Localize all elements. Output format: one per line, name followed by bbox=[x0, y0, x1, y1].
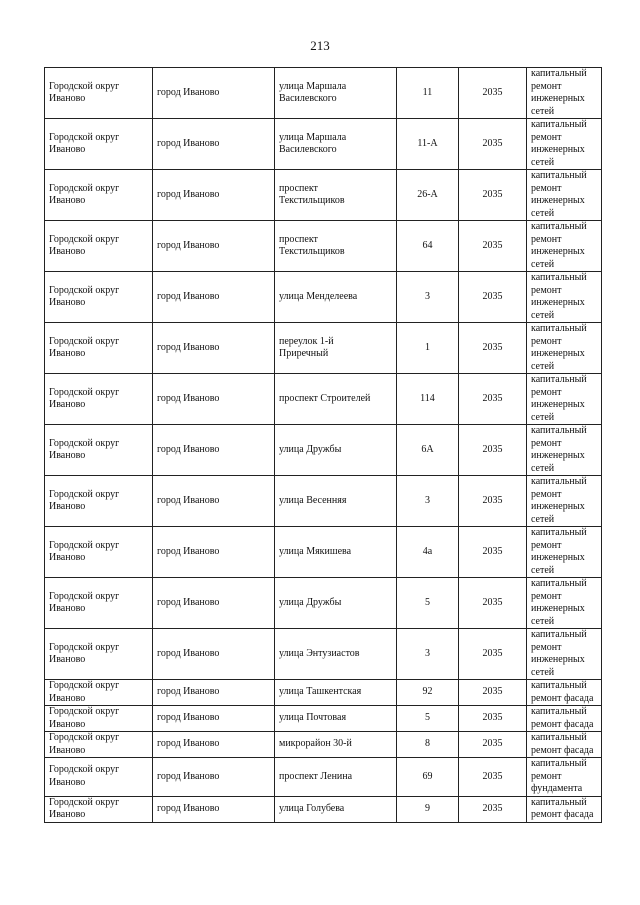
cell-text-line: Текстильщиков bbox=[279, 195, 345, 206]
cell-text-line: капитальный bbox=[531, 221, 587, 232]
year-cell: 2035 bbox=[459, 732, 527, 758]
work-type-cell bbox=[527, 796, 602, 822]
cell-text-line: ремонт bbox=[531, 182, 562, 194]
cell-text-line: Василевского bbox=[279, 144, 337, 155]
year-cell: 2035 bbox=[459, 578, 527, 629]
settlement-cell: город Иваново bbox=[153, 323, 275, 374]
house-number-cell: 5 bbox=[397, 578, 459, 629]
cell-text-line: ремонт фасада bbox=[531, 744, 594, 756]
street-cell bbox=[275, 578, 397, 629]
municipality-cell bbox=[45, 425, 153, 476]
street-cell bbox=[275, 374, 397, 425]
cell-text-line: капитальный bbox=[531, 425, 587, 436]
cell-text-line: сетей bbox=[531, 360, 555, 372]
cell-text-line: сетей bbox=[531, 309, 555, 321]
street-cell bbox=[275, 527, 397, 578]
cell-text-line: капитальный bbox=[531, 706, 587, 717]
cell-text-line: сетей bbox=[531, 207, 555, 219]
table-row bbox=[45, 706, 602, 732]
cell-text-line: инженерных bbox=[531, 297, 585, 308]
cell-text-line: Иваново bbox=[49, 809, 86, 820]
cell-text-line: Городской округ bbox=[49, 437, 120, 449]
cell-text-line: Иваново bbox=[49, 348, 86, 359]
cell-text-line: Иваново bbox=[49, 552, 86, 563]
cell-text-line: ремонт фасада bbox=[531, 718, 594, 730]
cell-text-line: ремонт bbox=[531, 80, 562, 92]
settlement-cell: город Иваново bbox=[153, 796, 275, 822]
cell-text-line: ремонт фасада bbox=[531, 809, 594, 820]
cell-text-line: улица Менделеева bbox=[279, 290, 358, 302]
cell-text-line: улица Ташкентская bbox=[279, 686, 362, 698]
table-row bbox=[45, 170, 602, 221]
cell-text-line: переулок 1-й bbox=[279, 335, 334, 347]
cell-text-line: инженерных bbox=[531, 603, 585, 614]
table-row bbox=[45, 476, 602, 527]
cell-text-line: проспект bbox=[279, 233, 318, 245]
street-cell bbox=[275, 476, 397, 527]
year-cell: 2035 bbox=[459, 758, 527, 797]
house-number-cell: 69 bbox=[397, 758, 459, 797]
cell-text-line: инженерных bbox=[531, 399, 585, 410]
cell-text-line: капитальный bbox=[531, 680, 587, 691]
municipality-cell bbox=[45, 119, 153, 170]
street-cell bbox=[275, 119, 397, 170]
house-number-cell: 114 bbox=[397, 374, 459, 425]
settlement-cell: город Иваново bbox=[153, 221, 275, 272]
house-number-cell: 3 bbox=[397, 476, 459, 527]
cell-text-line: Городской округ bbox=[49, 680, 120, 691]
year-cell: 2035 bbox=[459, 706, 527, 732]
street-cell bbox=[275, 706, 397, 732]
cell-text-line: ремонт bbox=[531, 488, 562, 500]
cell-text-line: ремонт bbox=[531, 437, 562, 449]
house-number-cell: 3 bbox=[397, 272, 459, 323]
municipality-cell bbox=[45, 527, 153, 578]
cell-text-line: сетей bbox=[531, 564, 555, 576]
cell-text-line: капитальный bbox=[531, 374, 587, 385]
year-cell: 2035 bbox=[459, 374, 527, 425]
street-cell bbox=[275, 68, 397, 119]
cell-text-line: инженерных bbox=[531, 552, 585, 563]
work-type-cell bbox=[527, 629, 602, 680]
street-cell bbox=[275, 170, 397, 221]
cell-text-line: Иваново bbox=[49, 654, 86, 665]
cell-text-line: сетей bbox=[531, 156, 555, 168]
cell-text-line: Городской округ bbox=[49, 335, 120, 347]
cell-text-line: инженерных bbox=[531, 246, 585, 257]
work-type-cell bbox=[527, 374, 602, 425]
settlement-cell: город Иваново bbox=[153, 170, 275, 221]
cell-text-line: микрорайон 30-й bbox=[279, 738, 352, 750]
cell-text-line: инженерных bbox=[531, 654, 585, 665]
cell-text-line: Городской округ bbox=[49, 182, 120, 194]
cell-text-line: Городской округ bbox=[49, 80, 120, 92]
year-cell: 2035 bbox=[459, 68, 527, 119]
cell-text-line: инженерных bbox=[531, 93, 585, 104]
settlement-cell: город Иваново bbox=[153, 68, 275, 119]
table-row bbox=[45, 272, 602, 323]
house-number-cell: 8 bbox=[397, 732, 459, 758]
work-type-cell bbox=[527, 732, 602, 758]
house-number-cell: 64 bbox=[397, 221, 459, 272]
cell-text-line: улица Энтузиастов bbox=[279, 647, 360, 659]
table-row bbox=[45, 425, 602, 476]
cell-text-line: улица Голубева bbox=[279, 802, 345, 814]
street-cell bbox=[275, 629, 397, 680]
year-cell: 2035 bbox=[459, 170, 527, 221]
cell-text-line: капитальный bbox=[531, 629, 587, 640]
cell-text-line: Городской округ bbox=[49, 233, 120, 245]
cell-text-line: Иваново bbox=[49, 246, 86, 257]
cell-text-line: проспект Строителей bbox=[279, 392, 371, 404]
cell-text-line: капитальный bbox=[531, 170, 587, 181]
cell-text-line: Иваново bbox=[49, 718, 86, 730]
municipality-cell bbox=[45, 732, 153, 758]
cell-text-line: Василевского bbox=[279, 93, 337, 104]
cell-text-line: ремонт bbox=[531, 131, 562, 143]
cell-text-line: фундамента bbox=[531, 783, 583, 794]
work-type-cell bbox=[527, 758, 602, 797]
municipality-cell bbox=[45, 170, 153, 221]
table-row bbox=[45, 221, 602, 272]
settlement-cell: город Иваново bbox=[153, 476, 275, 527]
work-type-cell bbox=[527, 119, 602, 170]
year-cell: 2035 bbox=[459, 323, 527, 374]
municipality-cell bbox=[45, 796, 153, 822]
street-cell bbox=[275, 680, 397, 706]
cell-text-line: ремонт bbox=[531, 539, 562, 551]
cell-text-line: капитальный bbox=[531, 758, 587, 769]
settlement-cell: город Иваново bbox=[153, 119, 275, 170]
work-type-cell bbox=[527, 323, 602, 374]
cell-text-line: Городской округ bbox=[49, 284, 120, 296]
cell-text-line: Городской округ bbox=[49, 590, 120, 602]
street-cell bbox=[275, 221, 397, 272]
cell-text-line: Иваново bbox=[49, 692, 86, 704]
year-cell: 2035 bbox=[459, 629, 527, 680]
cell-text-line: капитальный bbox=[531, 323, 587, 334]
year-cell: 2035 bbox=[459, 476, 527, 527]
table-row bbox=[45, 374, 602, 425]
cell-text-line: проспект Ленина bbox=[279, 770, 353, 782]
work-type-cell bbox=[527, 476, 602, 527]
settlement-cell: город Иваново bbox=[153, 425, 275, 476]
street-cell bbox=[275, 758, 397, 797]
cell-text-line: улица Маршала bbox=[279, 131, 347, 143]
house-number-cell: 11-А bbox=[397, 119, 459, 170]
municipality-cell bbox=[45, 323, 153, 374]
cell-text-line: Приречный bbox=[279, 348, 329, 359]
cell-text-line: улица Мякишева bbox=[279, 545, 352, 557]
table-row bbox=[45, 680, 602, 706]
cell-text-line: сетей bbox=[531, 411, 555, 423]
year-cell: 2035 bbox=[459, 796, 527, 822]
settlement-cell: город Иваново bbox=[153, 758, 275, 797]
cell-text-line: капитальный bbox=[531, 578, 587, 589]
page-number: 213 bbox=[310, 38, 330, 53]
cell-text-line: ремонт bbox=[531, 590, 562, 602]
cell-text-line: капитальный bbox=[531, 476, 587, 487]
work-type-cell bbox=[527, 425, 602, 476]
municipality-cell bbox=[45, 758, 153, 797]
work-type-cell bbox=[527, 170, 602, 221]
cell-text-line: инженерных bbox=[531, 195, 585, 206]
municipality-cell bbox=[45, 706, 153, 732]
settlement-cell: город Иваново bbox=[153, 629, 275, 680]
work-type-cell bbox=[527, 68, 602, 119]
settlement-cell: город Иваново bbox=[153, 527, 275, 578]
municipality-cell bbox=[45, 680, 153, 706]
table-row bbox=[45, 68, 602, 119]
cell-text-line: Городской округ bbox=[49, 732, 120, 743]
municipality-cell bbox=[45, 629, 153, 680]
cell-text-line: сетей bbox=[531, 666, 555, 678]
cell-text-line: Городской округ bbox=[49, 386, 120, 398]
work-type-cell bbox=[527, 527, 602, 578]
house-number-cell: 4а bbox=[397, 527, 459, 578]
cell-text-line: сетей bbox=[531, 462, 555, 474]
cell-text-line: Городской округ bbox=[49, 764, 120, 776]
cell-text-line: ремонт bbox=[531, 233, 562, 245]
house-number-cell: 1 bbox=[397, 323, 459, 374]
cell-text-line: инженерных bbox=[531, 348, 585, 359]
cell-text-line: инженерных bbox=[531, 450, 585, 461]
cell-text-line: капитальный bbox=[531, 796, 587, 808]
cell-text-line: Иваново bbox=[49, 195, 86, 206]
cell-text-line: сетей bbox=[531, 615, 555, 627]
house-number-cell: 5 bbox=[397, 706, 459, 732]
settlement-cell: город Иваново bbox=[153, 578, 275, 629]
street-cell bbox=[275, 732, 397, 758]
cell-text-line: капитальный bbox=[531, 68, 587, 79]
cell-text-line: ремонт bbox=[531, 386, 562, 398]
house-number-cell: 92 bbox=[397, 680, 459, 706]
cell-text-line: инженерных bbox=[531, 144, 585, 155]
municipality-cell bbox=[45, 272, 153, 323]
municipality-cell bbox=[45, 578, 153, 629]
settlement-cell: город Иваново bbox=[153, 706, 275, 732]
cell-text-line: Иваново bbox=[49, 399, 86, 410]
cell-text-line: Иваново bbox=[49, 93, 86, 104]
cell-text-line: ремонт bbox=[531, 641, 562, 653]
street-cell bbox=[275, 796, 397, 822]
cell-text-line: инженерных bbox=[531, 501, 585, 512]
municipality-cell bbox=[45, 68, 153, 119]
municipality-cell bbox=[45, 476, 153, 527]
table-row bbox=[45, 732, 602, 758]
settlement-cell: город Иваново bbox=[153, 732, 275, 758]
cell-text-line: ремонт фасада bbox=[531, 692, 594, 704]
cell-text-line: Городской округ bbox=[49, 641, 120, 653]
cell-text-line: Иваново bbox=[49, 297, 86, 308]
cell-text-line: Иваново bbox=[49, 501, 86, 512]
work-type-cell bbox=[527, 272, 602, 323]
cell-text-line: капитальный bbox=[531, 119, 587, 130]
table-row bbox=[45, 629, 602, 680]
street-cell bbox=[275, 323, 397, 374]
work-type-cell bbox=[527, 706, 602, 732]
year-cell: 2035 bbox=[459, 272, 527, 323]
cell-text-line: Городской округ bbox=[49, 131, 120, 143]
street-cell bbox=[275, 272, 397, 323]
year-cell: 2035 bbox=[459, 119, 527, 170]
cell-text-line: капитальный bbox=[531, 732, 587, 743]
work-type-cell bbox=[527, 578, 602, 629]
cell-text-line: Городской округ bbox=[49, 488, 120, 500]
settlement-cell: город Иваново bbox=[153, 374, 275, 425]
table-row bbox=[45, 758, 602, 797]
settlement-cell: город Иваново bbox=[153, 272, 275, 323]
cell-text-line: ремонт bbox=[531, 770, 562, 782]
year-cell: 2035 bbox=[459, 527, 527, 578]
cell-text-line: Иваново bbox=[49, 776, 86, 788]
work-type-cell bbox=[527, 680, 602, 706]
table-body bbox=[45, 68, 602, 823]
cell-text-line: Иваново bbox=[49, 450, 86, 461]
cell-text-line: улица Дружбы bbox=[279, 596, 342, 608]
cell-text-line: улица Почтовая bbox=[279, 712, 347, 724]
table-row bbox=[45, 796, 602, 822]
year-cell: 2035 bbox=[459, 680, 527, 706]
house-number-cell: 9 bbox=[397, 796, 459, 822]
municipality-cell bbox=[45, 374, 153, 425]
housing-repair-table bbox=[44, 67, 602, 823]
cell-text-line: проспект bbox=[279, 182, 318, 194]
cell-text-line: капитальный bbox=[531, 272, 587, 283]
cell-text-line: Иваново bbox=[49, 744, 86, 756]
cell-text-line: сетей bbox=[531, 258, 555, 270]
house-number-cell: 26-А bbox=[397, 170, 459, 221]
cell-text-line: Текстильщиков bbox=[279, 246, 345, 257]
street-cell bbox=[275, 425, 397, 476]
house-number-cell: 3 bbox=[397, 629, 459, 680]
house-number-cell: 11 bbox=[397, 68, 459, 119]
table-row bbox=[45, 323, 602, 374]
cell-text-line: Городской округ bbox=[49, 539, 120, 551]
cell-text-line: ремонт bbox=[531, 284, 562, 296]
cell-text-line: сетей bbox=[531, 105, 555, 117]
cell-text-line: сетей bbox=[531, 513, 555, 525]
cell-text-line: улица Весенняя bbox=[279, 494, 347, 506]
settlement-cell: город Иваново bbox=[153, 680, 275, 706]
house-number-cell: 6А bbox=[397, 425, 459, 476]
cell-text-line: Иваново bbox=[49, 144, 86, 155]
table-row bbox=[45, 578, 602, 629]
cell-text-line: ремонт bbox=[531, 335, 562, 347]
cell-text-line: Городской округ bbox=[49, 706, 120, 717]
municipality-cell bbox=[45, 221, 153, 272]
table-row bbox=[45, 527, 602, 578]
cell-text-line: улица Дружбы bbox=[279, 443, 342, 455]
year-cell: 2035 bbox=[459, 425, 527, 476]
work-type-cell bbox=[527, 221, 602, 272]
year-cell: 2035 bbox=[459, 221, 527, 272]
cell-text-line: Городской округ bbox=[49, 796, 120, 808]
cell-text-line: капитальный bbox=[531, 527, 587, 538]
cell-text-line: Иваново bbox=[49, 603, 86, 614]
cell-text-line: улица Маршала bbox=[279, 80, 347, 92]
table-row bbox=[45, 119, 602, 170]
